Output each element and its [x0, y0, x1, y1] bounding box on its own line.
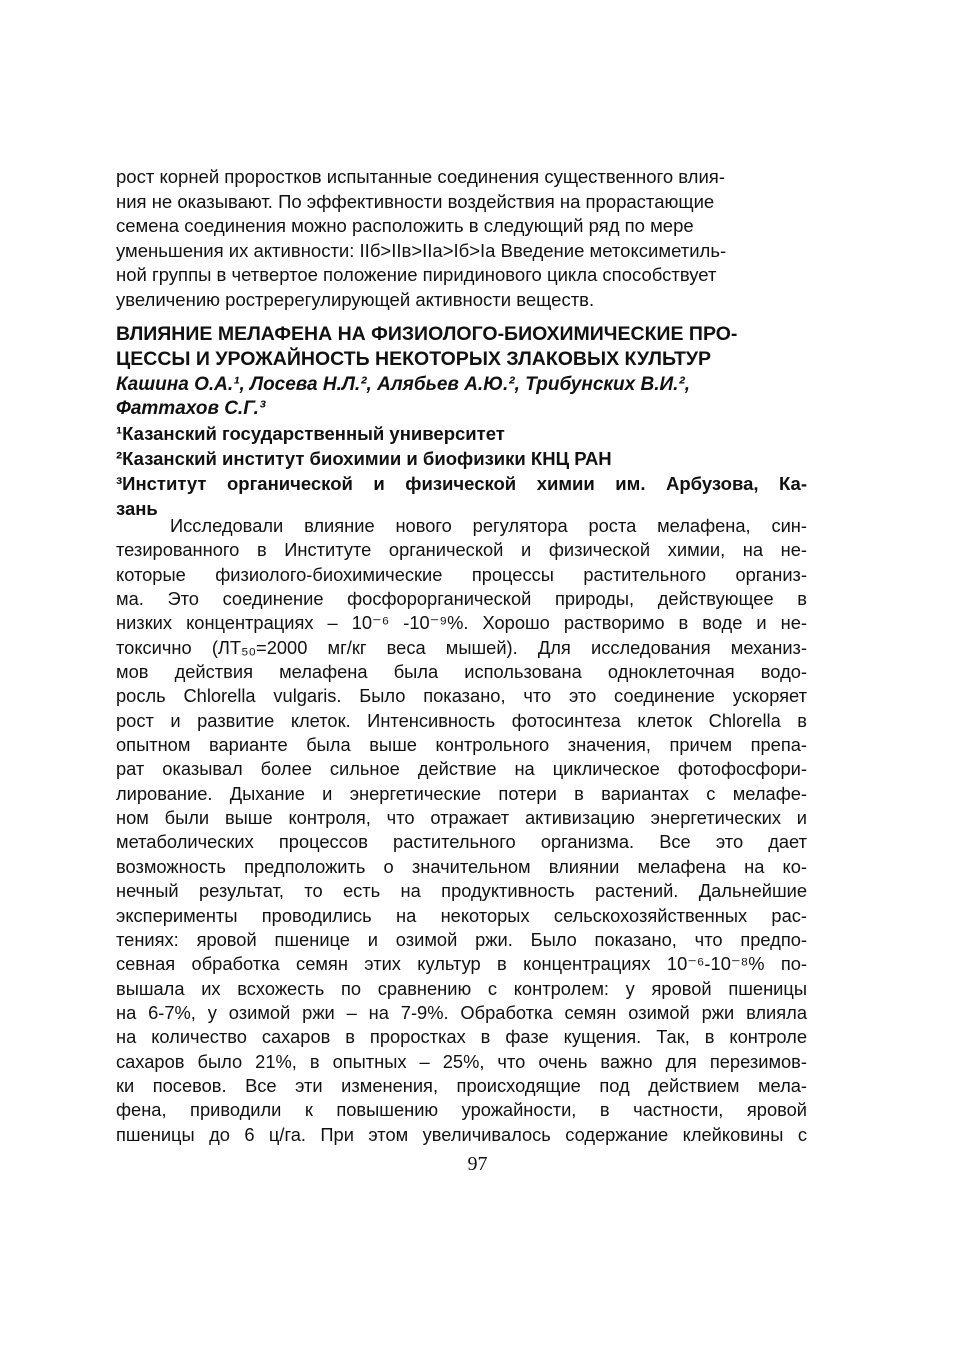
body-line: ки посевов. Все эти изменения, происходящие под действием мела-	[116, 1074, 807, 1096]
body-line: на количество сахаров в проростках в фазе кущения. Так, в контроле	[116, 1026, 807, 1048]
title-line: ВЛИЯНИЕ МЕЛАФЕНА НА ФИЗИОЛОГО-БИОХИМИЧЕСКИЕ ПРО-	[116, 323, 738, 345]
body-line: нечный результат, то есть на продуктивность растений. Дальнейшие	[116, 880, 807, 902]
body-line: фена, приводили к повышению урожайности, в частности, яровой	[116, 1099, 807, 1121]
body-line: эксперименты проводились на некоторых сельскохозяйственных рас-	[116, 904, 807, 926]
body-line: опытном варианте была выше контрольного значения, причем препа-	[116, 734, 807, 756]
body-line: росль Chlorella vulgaris. Было показано, что это соединение ускоряет	[116, 685, 807, 707]
body-line: лирование. Дыхание и энергетические потери в вариантах с мелафе-	[116, 782, 807, 804]
body-line: возможность предположить о значительном влиянии мелафена на ко-	[116, 855, 807, 877]
body-line: на 6-7%, у озимой ржи – на 7-9%. Обработка семян озимой ржи влияла	[116, 1001, 807, 1023]
body-line: севная обработка семян этих культур в концентрациях 10⁻⁶-10⁻⁸% по-	[116, 953, 807, 975]
authors-line: Кашина О.А.¹, Лосева Н.Л.², Алябьев А.Ю.², Трибунских В.И.²,	[116, 374, 691, 395]
body-line: тезированного в Институте органической и физической химии, на не-	[116, 539, 807, 561]
affiliation-3-cont: зань	[116, 498, 158, 519]
body-line: вышала их всхожесть по сравнению с контролем: у яровой пшеницы	[116, 977, 807, 999]
abstract-body	[116, 514, 807, 1147]
body-line: токсично (ЛТ₅₀=2000 мг/кг веса мышей). Для исследования механиз-	[116, 636, 807, 658]
affiliation-1: ¹Казанский государственный университет	[116, 423, 505, 444]
body-line: ма. Это соединение фосфорорганической природы, действующее в	[116, 588, 807, 610]
body-line: которые физиолого-биохимические процессы растительного организ-	[116, 563, 807, 585]
text-line: увеличению ростререгулирующей активности веществ.	[116, 288, 595, 310]
affiliation-3: ³Институт органической и физической химии им. Арбузова, Ка-	[116, 473, 807, 494]
affiliations	[116, 421, 807, 521]
body-line: метаболических процессов растительного организма. Все это дает	[116, 831, 807, 853]
body-line: низких концентрациях – 10⁻⁶ -10⁻⁹%. Хорошо растворимо в воде и не-	[116, 612, 807, 634]
body-line: рат оказывал более сильное действие на циклическое фотофосфори-	[116, 758, 807, 780]
text-line: уменьшения их активности: IIб>IIв>IIа>Iб>Iа Введение метоксиметиль-	[116, 239, 727, 261]
text-line: ной группы в четвертое положение пиридинового цикла способствует	[116, 264, 717, 285]
body-line: рост и развитие клеток. Интенсивность фотосинтеза клеток Chlorella в	[116, 709, 807, 731]
body-line: ном были выше контроля, что отражает активизацию энергетических и	[116, 807, 807, 829]
body-line: Исследовали влияние нового регулятора роста мелафена, син-	[170, 515, 807, 536]
page-number: 97	[467, 1153, 488, 1175]
text-line: семена соединения можно расположить в следующий ряд по мере	[116, 215, 694, 236]
affiliation-2: ²Казанский институт биохимии и биофизики КНЦ РАН	[116, 448, 612, 469]
text-line: ния не оказывают. По эффективности воздействия на прорастающие	[116, 190, 715, 212]
intro-paragraph	[116, 165, 807, 312]
article-title	[116, 322, 807, 372]
article-heading	[116, 322, 807, 521]
body-line: сахаров было 21%, в опытных – 25%, что очень важно для перезимов-	[116, 1050, 807, 1072]
title-line: ЦЕССЫ И УРОЖАЙНОСТЬ НЕКОТОРЫХ ЗЛАКОВЫХ КУЛЬТУР	[116, 348, 712, 370]
body-line: тениях: яровой пшенице и озимой ржи. Было показано, что предпо-	[116, 928, 807, 950]
text-line: рост корней проростков испытанные соединения существенного влия-	[116, 166, 725, 187]
authors-line: Фаттахов С.Г.³	[116, 398, 266, 419]
body-line: мов действия мелафена была использована одноклеточная водо-	[116, 661, 807, 683]
authors	[116, 373, 807, 421]
body-line: пшеницы до 6 ц/га. При этом увеличивалось содержание клейковины с	[116, 1123, 807, 1145]
